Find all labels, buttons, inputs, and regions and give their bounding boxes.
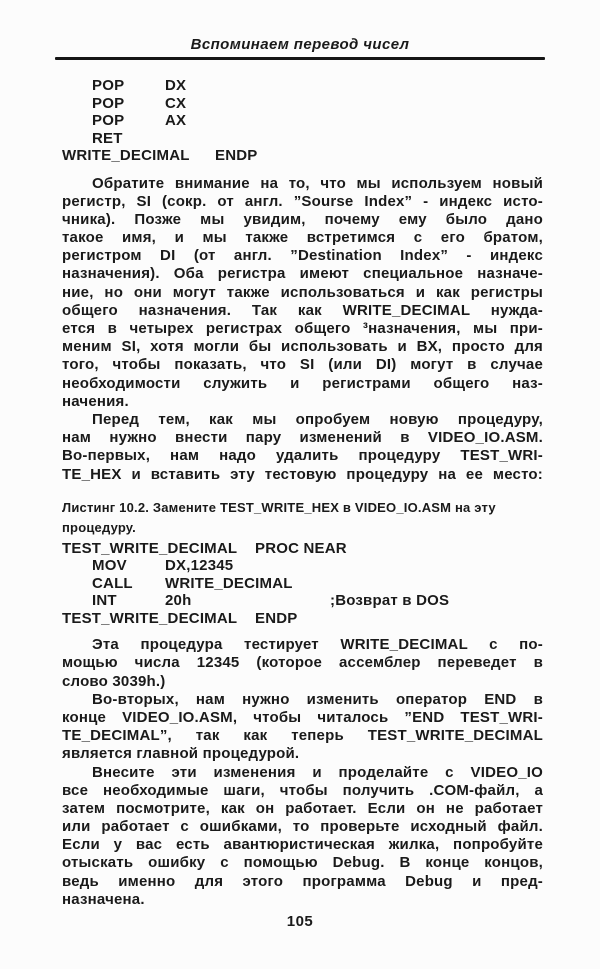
page-content	[0, 77, 600, 909]
text-line: меним SI, хотя могли бы использовать и BX, просто для	[62, 338, 543, 356]
proc-label: TEST_WRITE_DECIMAL	[62, 609, 238, 627]
text-line: Обратите внимание на то, что мы используем новый	[92, 174, 543, 192]
text-line: регистр, SI (сокр. от англ. ”Sourse Index” - индекс исто-	[62, 192, 543, 210]
code-indent	[62, 95, 92, 113]
code-line	[62, 575, 543, 593]
text-line: нам нужно внести пару изменений в VIDEO_IO.ASM.	[62, 429, 543, 447]
mnemonic: MOV	[92, 557, 127, 575]
code-line	[62, 77, 543, 95]
paragraph	[62, 636, 543, 691]
listing-caption	[62, 498, 543, 538]
mnemonic: ENDP	[215, 147, 258, 164]
code-line	[62, 130, 543, 148]
text-line: назначена.	[62, 890, 145, 908]
code-indent	[62, 112, 92, 130]
code-comment: ;Возврат в DOS	[330, 592, 450, 610]
code-indent	[62, 575, 92, 593]
mnemonic: POP	[92, 112, 125, 129]
text-line: является главной процедурой.	[62, 745, 300, 763]
text-line: необходимости служить и регистрами общего наз-	[62, 374, 543, 392]
code-indent	[62, 77, 92, 95]
text-line: ется в четырех регистрах общего ³назначения, мы при-	[62, 320, 543, 337]
text-line: того, чтобы показать, что SI (или DI) могут в случае	[62, 356, 543, 374]
text-line: назначения). Оба регистра имеют специальное назначе-	[62, 265, 543, 283]
operand: 20h	[165, 592, 192, 610]
text-line: регистром DI (от англ. ”Destination Index” - индекс	[62, 247, 543, 265]
operand: CX	[165, 94, 187, 112]
mnemonic: ENDP	[255, 609, 298, 627]
code-indent	[62, 592, 92, 610]
proc-label: WRITE_DECIMAL	[62, 147, 190, 164]
code-block-test-write-decimal	[62, 540, 543, 628]
code-indent	[62, 557, 92, 575]
text-line: Если у вас есть авантюристическая жилка, попробуйте	[62, 836, 543, 854]
text-line: затем посмотрите, как он работает. Если он не работает	[62, 799, 543, 817]
code-line	[62, 112, 543, 130]
paragraph	[62, 411, 543, 484]
text-line: конце VIDEO_IO.ASM, чтобы читалось ”END TEST_WRI-	[62, 708, 543, 726]
mnemonic: POP	[92, 94, 125, 112]
text-line: мощью числа 12345 (которое ассемблер переведет в	[62, 654, 543, 672]
text-line: Внесите эти изменения и проделайте с VIDEO_IO	[92, 763, 543, 781]
mnemonic: INT	[92, 592, 117, 610]
text-line: начения.	[62, 392, 129, 410]
text-line: Эта процедура тестирует WRITE_DECIMAL с по-	[92, 636, 543, 654]
header-rule	[55, 57, 545, 60]
text-line: ние, но они могут также использоваться и как регистры	[62, 283, 543, 301]
mnemonic: POP	[92, 77, 125, 94]
mnemonic: PROC NEAR	[255, 539, 347, 557]
code-indent	[62, 130, 92, 148]
mnemonic: RET	[92, 129, 123, 147]
paragraph	[62, 691, 543, 764]
code-line	[62, 592, 543, 610]
text-line: ведь именно для этого программа Debug и пред-	[62, 872, 543, 890]
code-line	[62, 610, 543, 628]
code-line	[62, 147, 543, 165]
code-block-write-decimal-end	[62, 77, 543, 165]
text-line: Во-вторых, нам нужно изменить оператор END в	[92, 690, 543, 708]
operand: AX	[165, 112, 187, 129]
mnemonic: CALL	[92, 574, 133, 592]
text-line: такое имя, и мы также встретимся с его братом,	[62, 229, 543, 247]
text-line: слово 3039h.)	[62, 672, 166, 690]
running-head: Вспоминаем перевод чисел	[190, 36, 410, 53]
operand: WRITE_DECIMAL	[165, 574, 293, 592]
paragraph	[62, 175, 543, 411]
text-line: Перед тем, как мы опробуем новую процедуру,	[92, 410, 543, 428]
caption-line: Листинг 10.2. Замените TEST_WRITE_HEX в VIDEO_IO.ASM на эту	[62, 499, 496, 515]
paragraph	[62, 764, 543, 910]
text-line: общего назначения. Так как WRITE_DECIMAL нужда-	[62, 301, 543, 319]
text-line: Во-первых, нам надо удалить процедуру TEST_WRI-	[62, 447, 543, 465]
text-line: или работает с ошибками, то проверьте исходный файл.	[62, 818, 543, 836]
code-line	[62, 557, 543, 575]
text-line: TE_DECIMAL”, так как теперь TEST_WRITE_DECIMAL	[62, 727, 543, 745]
proc-label: TEST_WRITE_DECIMAL	[62, 539, 238, 557]
code-line	[62, 95, 543, 113]
page-number: 105	[286, 913, 314, 930]
code-line	[62, 540, 543, 558]
caption-line: процедуру.	[62, 519, 136, 535]
text-line: TE_HEX и вставить эту тестовую процедуру на ее место:	[62, 465, 543, 483]
operand: DX,12345	[165, 557, 234, 575]
text-line: все необходимые шаги, чтобы получить .COM-файл, а	[62, 781, 543, 799]
operand: DX	[165, 77, 187, 94]
text-line: чника). Позже мы увидим, почему ему было дано	[62, 210, 543, 228]
text-line: отыскать ошибку с помощью Debug. В конце концов,	[62, 854, 543, 872]
